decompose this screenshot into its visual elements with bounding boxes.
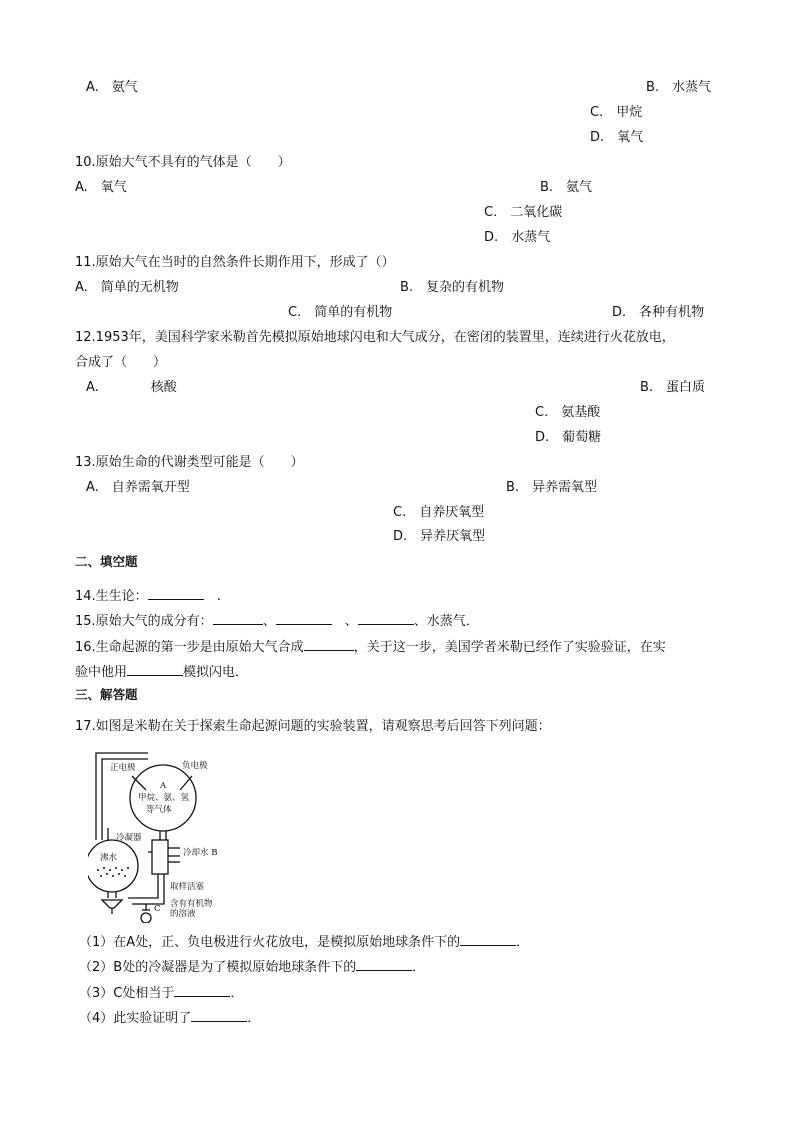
q16-line-2 <box>75 661 248 682</box>
q13-option-b: B. 异养需氧型 <box>506 480 598 495</box>
q17-sub-1-end: ． <box>516 935 530 950</box>
q11-option-b: B. 复杂的有机物 <box>400 280 505 295</box>
q12-stem-line2: 合成了（ ） <box>75 355 167 370</box>
q14-end: . <box>203 589 221 604</box>
q14-line <box>75 585 221 606</box>
q15-blank-2[interactable] <box>276 610 332 625</box>
q11-option-a: A. 简单的无机物 <box>75 280 179 295</box>
q15-blank-1[interactable] <box>213 610 263 625</box>
q17-sub-2 <box>79 956 425 977</box>
q17-sub-4-end: ． <box>247 1011 261 1026</box>
label-gases-2: 等气体 <box>146 805 172 815</box>
q13-option-a: A. 自养需氧开型 <box>86 480 190 495</box>
q15-end: 、水蒸气． <box>413 614 479 629</box>
q16-blank-1[interactable] <box>304 636 354 651</box>
q17-stem: 17.如图是米勒在关于探索生命起源问题的实验装置，请观察思考后回答下列问题： <box>75 719 551 734</box>
q16-text-2: ，关于这一步，美国学者米勒已经作了实验验证，在实 <box>353 640 666 655</box>
q10-option-c: C. 二氧化碳 <box>484 205 563 220</box>
q17-sub-2-blank[interactable] <box>356 956 412 971</box>
q10-option-b: B. 氨气 <box>540 180 593 195</box>
q17-sub-3 <box>79 982 243 1003</box>
section-heading-fill-in: 二、填空题 <box>75 554 138 569</box>
q17-sub-2-text: （2）B处的冷凝器是为了模拟原始地球条件下的 <box>79 960 357 975</box>
label-a: A <box>160 781 167 791</box>
label-cooling-water: 冷却水 B <box>183 848 218 858</box>
q9-option-c: C. 甲烷 <box>590 105 643 120</box>
q16-text-4: 模拟闪电． <box>183 665 249 680</box>
q12-option-a: A. 核酸 <box>86 380 177 395</box>
q13-option-d: D. 异养厌氧型 <box>393 529 486 544</box>
q15-line <box>75 610 479 631</box>
q9-option-d: D. 氧气 <box>590 130 644 145</box>
label-c: C <box>154 904 161 914</box>
q15-text: 15.原始大气的成分有： <box>75 614 213 629</box>
miller-apparatus-diagram <box>88 748 263 923</box>
label-sampling-valve: 取样活塞 <box>170 882 205 892</box>
q16-line-1 <box>75 636 666 657</box>
q17-sub-2-end: ． <box>412 960 426 975</box>
q10-stem: 10.原始大气不具有的气体是（ ） <box>75 155 291 170</box>
q10-option-a: A. 氧气 <box>75 180 127 195</box>
q15-sep-2: 、 <box>331 614 358 629</box>
q9-option-a: A. 氨气 <box>86 80 138 95</box>
q14-text: 14.生生论： <box>75 589 148 604</box>
q16-text-3: 验中他用 <box>75 665 128 680</box>
q17-sub-4 <box>79 1007 260 1028</box>
q17-sub-4-blank[interactable] <box>191 1007 247 1022</box>
label-boiling-water: 沸水 <box>100 853 118 863</box>
label-positive-electrode: 正电极 <box>110 763 136 773</box>
label-condenser: 冷凝器 <box>116 833 142 843</box>
q12-option-b: B. 蛋白质 <box>640 380 706 395</box>
label-gases-1: 甲烷、氨、氢 <box>138 793 190 803</box>
q15-blank-3[interactable] <box>358 610 414 625</box>
label-solution-1: 含有有机物 <box>170 899 213 909</box>
q15-sep-1: 、 <box>262 614 276 629</box>
q11-option-c: C. 简单的有机物 <box>288 305 393 320</box>
q17-sub-1-blank[interactable] <box>460 931 516 946</box>
label-solution-2: 的溶液 <box>170 909 196 919</box>
q12-option-d: D. 葡萄糖 <box>535 430 602 445</box>
label-negative-electrode: 负电极 <box>182 761 208 771</box>
q17-sub-4-text: （4）此实验证明了 <box>79 1011 192 1026</box>
water-dots <box>97 867 129 877</box>
q12-option-c: C. 氨基酸 <box>535 405 601 420</box>
q11-option-d: D. 各种有机物 <box>612 305 705 320</box>
q17-sub-3-blank[interactable] <box>174 982 230 997</box>
q17-sub-1 <box>79 931 529 952</box>
q14-blank[interactable] <box>148 585 204 600</box>
q13-option-c: C. 自养厌氧型 <box>393 505 485 520</box>
q9-option-b: B. 水蒸气 <box>646 80 712 95</box>
section-heading-answer: 三、解答题 <box>75 687 138 702</box>
q17-sub-3-text: （3）C处相当于 <box>79 986 175 1001</box>
q10-option-d: D. 水蒸气 <box>484 230 551 245</box>
q11-stem: 11.原始大气在当时的自然条件长期作用下，形成了（） <box>75 255 395 270</box>
q17-sub-1-text: （1）在A处，正、负电极进行火花放电，是模拟原始地球条件下的 <box>79 935 461 950</box>
q16-text-1: 16.生命起源的第一步是由原始大气合成 <box>75 640 304 655</box>
q12-stem-line1: 12.1953年，美国科学家米勒首先模拟原始地球闪电和大气成分，在密闭的装置里，连续进行火花放电， <box>75 330 675 345</box>
q16-blank-2[interactable] <box>127 661 183 676</box>
apparatus-drawing <box>88 748 263 923</box>
q17-sub-3-end: ． <box>230 986 244 1001</box>
q13-stem: 13.原始生命的代谢类型可能是（ ） <box>75 455 304 470</box>
